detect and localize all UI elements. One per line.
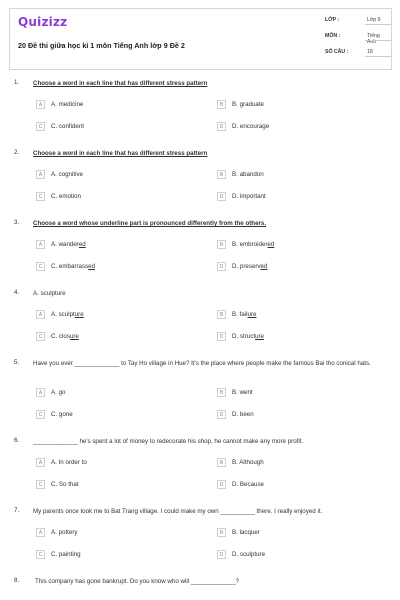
option-letter-box[interactable]: D — [217, 122, 226, 131]
option-letter-box[interactable]: A — [36, 240, 45, 249]
option-label: A. wandered — [51, 241, 86, 248]
option-label: C. emotion — [51, 193, 81, 200]
question-text: _____________ he's spent a lot of money to redecorate his shop, he cannot make any more profit. — [33, 438, 304, 445]
option-label: B. graduate — [232, 101, 264, 108]
underlined-part: ed — [260, 263, 268, 270]
option-letter-box[interactable]: C — [36, 122, 45, 131]
question-number: 7. — [14, 507, 20, 514]
option-letter-box[interactable]: C — [36, 332, 45, 341]
option-letter-box[interactable]: D — [217, 550, 226, 559]
option-letter-box[interactable]: D — [217, 192, 226, 201]
underlined-part: ed — [88, 263, 96, 270]
option-label: D. important — [232, 193, 266, 200]
option-letter-box[interactable]: B — [217, 388, 226, 397]
question-text: My parents once took me to Bat Trang village. I could make my own __________ there. I really enjoyed it. — [33, 508, 323, 515]
option-label: B. went — [232, 389, 253, 396]
option-letter-box[interactable]: A — [36, 310, 45, 319]
underlined-part: ure — [255, 333, 264, 340]
meta-count-line — [365, 56, 391, 57]
option-label: D. been — [232, 411, 254, 418]
meta-class-key: LỚP : — [325, 17, 340, 23]
option-label: A. sculpture — [51, 311, 84, 318]
meta-count-key: SỐ CÂU : — [325, 49, 349, 55]
option-label: C. gone — [51, 411, 73, 418]
option-label: D. Because — [232, 481, 264, 488]
option-letter-box[interactable]: B — [217, 100, 226, 109]
underlined-part: ure — [69, 333, 79, 340]
option-label: B. lacquer — [232, 529, 260, 536]
option-label: A. medicine — [51, 101, 84, 108]
question-number: 4. — [14, 289, 20, 296]
question-number: 2. — [14, 149, 20, 156]
option-letter-box[interactable]: C — [36, 192, 45, 201]
question-number: 3. — [14, 219, 20, 226]
meta-subject-value: Tiếng Anh — [367, 33, 380, 45]
question-text: Choose a word in each line that has different stress pattern — [33, 80, 208, 87]
option-letter-box[interactable]: B — [217, 458, 226, 467]
worksheet-title: 20 Đề thi giữa học kì 1 môn Tiếng Anh lớp 9 Đề 2 — [18, 41, 185, 50]
question-text: Have you ever _____________ to Tay Ho village in Hue? It's the place where people make the famous Bai tho conical hats. — [33, 360, 371, 367]
option-label: C. So that — [51, 481, 79, 488]
option-letter-box[interactable]: D — [217, 262, 226, 271]
option-label: D. preserved — [232, 263, 268, 270]
option-label: B. Although — [232, 459, 264, 466]
option-letter-box[interactable]: A — [36, 528, 45, 537]
option-letter-box[interactable]: C — [36, 480, 45, 489]
option-label: C. embarrassed — [51, 263, 96, 270]
underlined-part: ure — [247, 311, 257, 318]
option-label: D. structure — [232, 333, 264, 340]
meta-subject-key: MÔN : — [325, 33, 341, 39]
underlined-part: ure — [74, 311, 84, 318]
underlined-part: ed — [267, 241, 275, 248]
question-number: 6. — [14, 437, 20, 444]
option-letter-box[interactable]: B — [217, 240, 226, 249]
question-text: This company has gone bankrupt. Do you know who will _____________? — [35, 578, 239, 585]
meta-count-value: 18 — [367, 49, 373, 55]
question-text: Choose a word whose underline part is pronounced differently from the others. — [33, 220, 267, 227]
question-number: 8. — [14, 577, 20, 584]
underlined-part: ed — [78, 241, 86, 248]
worksheet-header — [9, 8, 392, 70]
option-label: A. pottery — [51, 529, 78, 536]
option-letter-box[interactable]: B — [217, 310, 226, 319]
question-number: 5. — [14, 359, 20, 366]
option-letter-box[interactable]: C — [36, 262, 45, 271]
option-label: B. failure — [232, 311, 257, 318]
option-letter-box[interactable]: C — [36, 550, 45, 559]
option-letter-box[interactable]: A — [36, 100, 45, 109]
option-letter-box[interactable]: A — [36, 458, 45, 467]
meta-box — [317, 9, 392, 69]
option-letter-box[interactable]: D — [217, 410, 226, 419]
option-letter-box[interactable]: C — [36, 410, 45, 419]
option-letter-box[interactable]: B — [217, 528, 226, 537]
quizizz-logo: Quizizz — [18, 15, 68, 29]
question-text: Choose a word in each line that has different stress pattern — [33, 150, 208, 157]
option-label: A. cognitive — [51, 171, 83, 178]
option-letter-box[interactable]: D — [217, 480, 226, 489]
option-label: C. confident — [51, 123, 85, 130]
option-label: A. go — [51, 389, 66, 396]
option-label: D. sculpture — [232, 551, 266, 558]
option-label: C. painting — [51, 551, 81, 558]
option-letter-box[interactable]: A — [36, 388, 45, 397]
meta-subject-line — [365, 40, 391, 41]
option-letter-box[interactable]: D — [217, 332, 226, 341]
option-label: B. embroidered — [232, 241, 275, 248]
option-label: A. In order to — [51, 459, 87, 466]
question-number: 1. — [14, 79, 20, 86]
meta-class-value: Lớp 9 — [367, 17, 381, 23]
meta-class-line — [365, 24, 391, 25]
option-label: B. abandon — [232, 171, 264, 178]
option-label: D. encourage — [232, 123, 270, 130]
option-letter-box[interactable]: B — [217, 170, 226, 179]
question-text: A. sculpture — [33, 290, 66, 297]
option-letter-box[interactable]: A — [36, 170, 45, 179]
option-label: C. closure — [51, 333, 79, 340]
